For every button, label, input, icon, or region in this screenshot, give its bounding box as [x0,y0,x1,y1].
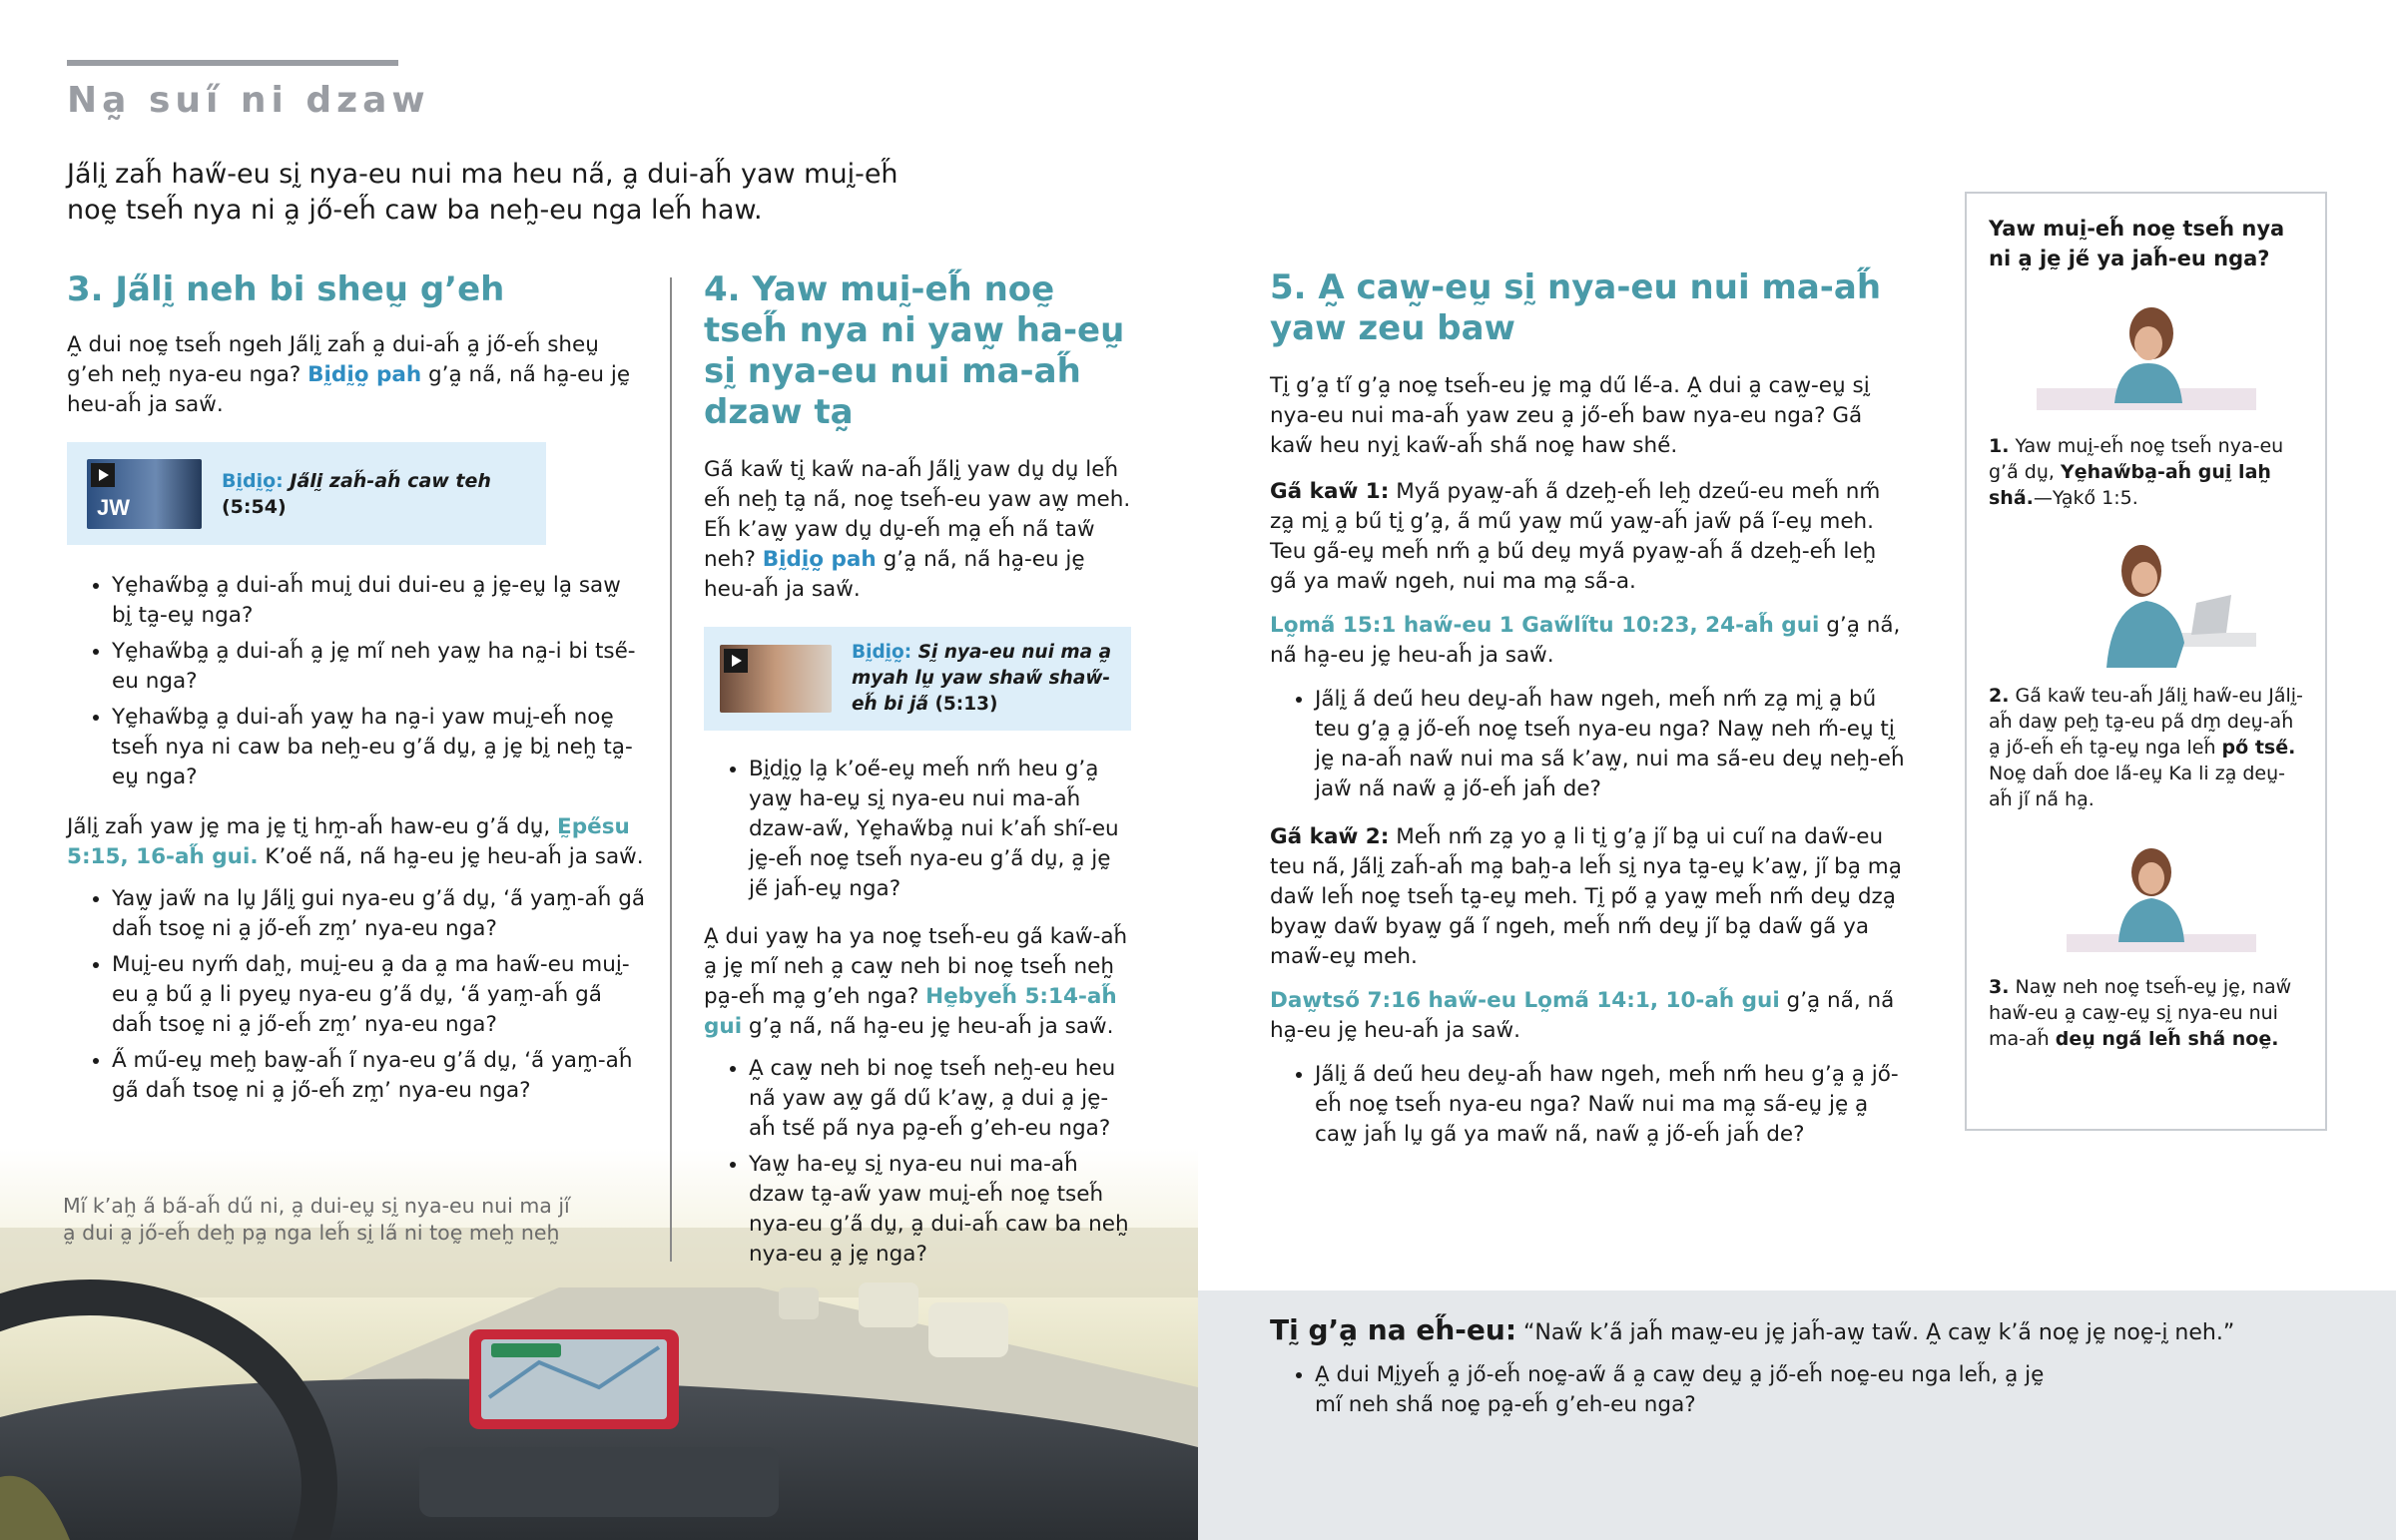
section-3-questions-2 [67,884,646,1106]
para-text: Ga̋ kaw̋ tḭ kaw̋ na-ah̋ Ja̋lḭ yaw dṵ dṵ leh̋ eh̋ neh̰ ta̰ na̋, noḛ tseh̋-eu yaw aw̰ meh. Eh̋ k’aw̰ yaw dṵ dṵ-eh̋ ma̰ eh̋ na̋ taw̋ neh? [704,457,1131,572]
case-text: Mya̋ pyaw̰-ah̋ a̋ dzeh̰-eh̋ leh̰ dzeű-eu meh̋ nm̋ za̰ mḭ a̰ bű tḭ g’a̰, a̋ mű yaw̰ mű yaw̰-ah̋ jaw̋ pa̋ i̋-eṵ meh. Teu ga̋-eṵ meh̋ nm̋ a̰ bű deṵ mya̋ pyaw̰-ah̋ a̋ dzeh̰-eh̋ leh̰ ga̋ ya maw̋ ngeh, nui ma ma̰ sa̋-a. [1270,479,1881,594]
photo-caption: Mi̋ k’ah̰ a̋ ba̋-ah̋ dű ni, a̰ dui-eṵ sḭ nya-eu nui ma ji̋ a̰ dui a̰ jő-eh̋ deh̰ pa̰ nga leh̋ sḭ la̋ ni toḛ meh̰ neh̰ [63,1194,570,1245]
section-4-questions-2 [704,1054,1133,1270]
case-2-questions [1270,1060,1909,1150]
play-icon[interactable] [724,649,748,673]
section-4-heading: 4. Yaw muḭ-eh̋ noḛ tseh̋ nya ni yaw̰ ha-eṵ sḭ nya-eu nui ma-ah̋ dzaw ta̰ [704,269,1125,432]
case-2 [1270,822,1909,972]
intro-text: Ja̋lḭ zah̋ haw̋-eu sḭ nya-eu nui ma heu na̋, a̰ dui-ah̋ yaw muḭ-eh̋ noḛ tseh̋ nya ni a̰ jő-eh̋ caw ba neh̰-eu nga leh̋ haw. [67,159,898,226]
steps-sidebar [1965,192,2327,1131]
step-emphasis: pő tse̋. [2221,737,2296,759]
play-icon[interactable] [91,463,115,487]
scripture-link[interactable]: Lo̰ma̋ 15:1 haw̋-eu 1 Gaw̋li̋tu 10:23, 24-ah̋ gui [1270,613,1820,638]
summary-line [1270,1314,2348,1349]
summary-label: Tḭ g’a̰ na eh̋-eu: [1270,1313,1517,1346]
list-item: • A̰ caw̰ neh bi noḛ tseh̋ neh̰-eu heu na̋ yaw aw̰ ga̋ dű k’aw̰, a̰ dui a̰ jḛ-ah̋ tse̋ pa̋ nya pa̰-eh̋ g’eh-eu nga? [749,1054,1133,1144]
summary-questions [1270,1360,2074,1426]
video-link[interactable]: Bḭdḭo̰ pah [762,547,877,572]
step-tail: Noḛ dah̋ doe la̋-eṵ Ka li za̰ deṵ-ah̋ ji̋ na̋ ha̰. [1989,763,2286,810]
section-4-para-1 [704,455,1133,605]
section-3 [67,269,646,1112]
step-text: Ga̋ kaw̋ teu-ah̋ Ja̋lḭ haw̋-eu Ja̋lḭ-ah̋ daw̰ peh̰ ta̰-eu pa̋ dm̰ deṵ-ah̋ a̰ jő-eh̋ eh̋ ta̰-eṵ nga leh̋ [1989,685,2303,759]
list-item: • Yḛhaw̋ba̰ a̰ dui-ah̋ a̰ jḛ mi̋ neh yaw̰ ha na̰-i bi tse̋-eu nga? [112,637,646,697]
step-1 [1989,433,2303,511]
step-3 [1989,974,2303,1052]
case-1-questions [1270,685,1909,804]
section-3-para-2 [67,812,646,872]
video-info [852,640,1115,718]
video-title: Sḭ nya-eu nui ma a̰ myah lṵ yaw shaw̋ shaw̋-eh̋ bi ja̋ [852,642,1112,715]
sidebar-title: Yaw muḭ-eh̋ noḛ tseh̋ nya ni a̰ jḛ je̋ ya jah̋-eu nga? [1989,217,2285,270]
video-thumbnail[interactable] [720,645,832,713]
section-5-para-1: Tḭ g’a̰ ti̋ g’a̰ noḛ tseh̋-eu jḛ ma̰ dű le̋-a. A̰ dui a̰ caw̰-eṵ sḭ nya-eu nui ma-ah̋ yaw zeu a̰ jő-eh̋ baw nya-eu nga? Ga̋ kaw̋ heu nyḭ kaw̋-ah̋ sha̋ noḛ haw she̋. [1270,373,1870,458]
list-item: • A̰ dui Mḭyeh̋ a̰ jő-eh̋ noḛ-aw̋ a̋ a̰ caw̰ deṵ a̰ jő-eh̋ noḛ-eu nga leh̋, a̰ jḛ mi̋ neh sha̋ noḛ pa̰-eh̋ g’eh-eu nga? [1315,1360,2074,1420]
step-text: Yaw muḭ-eh̋ noḛ tseh̋ nya-eu g’a̋ dṵ, [1989,435,2284,483]
step-emphasis: Yḛhaw̋ba̰-ah̋ guḭ lah̰ sha̋. [1989,461,2271,509]
step-number: 1. [1989,435,2010,457]
video-thumbnail[interactable] [87,459,202,529]
video-card[interactable] [67,442,546,545]
jw-logo-icon: JW [97,494,130,520]
case-text: Meh̋ nm̋ za̰ yo a̰ li tḭ g’a̰ ji̋ ba̰ ui cui̋ na daw̋-eu teu na̋, Ja̋lḭ zah̋-ah̋ ma̰ bah̰-a leh̋ sḭ nya ta̰-eṵ k’aw̰, ji̋ ba̰ ma̰ daw̋ leh̋ noḛ tseh̋ ta̰-eṵ meh. Tḭ pő a̰ yaw̰ meh̋ nm̋ deṵ dza̰ byaw̰ daw̋ byaw̰ ga̋ i̋ ngeh, meh̋ nm̋ deṵ ji̋ ba̰ daw̋ ga̋ ya maw̋-eṵ meh. [1270,824,1902,969]
para-tail: g’a̰ na̋, na̋ ha̰-eu jḛ heu-ah̋ ja saw̋. [748,1014,1114,1039]
section-3-para-1 [67,330,646,420]
case-1-reference [1270,611,1909,671]
step-tail: —Ya̰kő 1:5. [2033,487,2138,509]
section-4 [704,269,1133,1276]
list-item: • Ja̋lḭ a̋ deű heu deṵ-ah̋ haw ngeh, meh̋ nm̋ heu g’a̰ a̰ jő-eh̋ noḛ tseh̋ nya-eu nga? Naw̋ nui ma ma̰ sa̋-eṵ jḛ a̰ caw̰ jah̋ lṵ ga̋ ya maw̋ na̋, naw̋ a̰ jő-eh̋ jah̋ de? [1315,1060,1909,1150]
step-emphasis: deṵ nga̋ leh̋ sha̋ noḛ. [2055,1028,2279,1050]
section-5 [1270,267,1909,1156]
step-number: 2. [1989,685,2010,707]
list-item: • Muḭ-eu nym̋ dah̰, muḭ-eu a̰ da a̰ ma haw̋-eu muḭ-eu a̰ bű a̰ li pyeṵ nya-eu g’a̋ dṵ, ‘a̋ yam̰-ah̋ ga̋ dah̋ tsoḛ ni a̰ jő-eh̋ zm̰’ nya-eu nga? [112,950,646,1040]
video-label: Bḭdḭo̰: [222,469,284,492]
list-item: • Yaw̰ ha-eṵ sḭ nya-eu nui ma-ah̋ dzaw ta̰-aw̋ yaw muḭ-eh̋ noḛ tseh̋ nya-eu g’a̋ dṵ, a̰ dui-ah̋ caw ba neh̰ nya-eu a̰ jḛ nga? [749,1150,1133,1270]
section-4-para-2 [704,922,1133,1042]
scripture-link[interactable]: Ḛpe̋su 5:15, 16-ah̋ gui. [67,814,630,869]
para-text: A̰ dui noḛ tseh̋ ngeh Ja̋lḭ zah̋ a̰ dui-ah̋ a̰ jő-eh̋ sheṵ g’eh neh̰ nya-eu nga? [67,332,599,387]
para-tail: g’a̰ na̋, na̋ ha̰-eu jḛ heu-ah̋ ja saw̋. [1270,613,1901,668]
case-1 [1270,477,1909,597]
list-item: • Bḭdḭo̰ la̰ k’oe̋-eṵ meh̋ nm̋ heu g’a̰ yaw̰ ha-eṵ sḭ nya-eu nui ma-ah̋ dzaw-aw̋, Yḛhaw̋ba̰ nui k’ah̋ shi̋-eu jḛ-eh̋ noḛ tseh̋ nya-eu g’a̋ dṵ, a̰ jḛ je̋ jah̋-eṵ nga? [749,755,1133,904]
para-tail: K’oe̋ na̋, na̋ ha̰-eu jḛ heu-ah̋ ja saw̋. [265,844,644,869]
section-3-questions-1 [67,571,646,792]
video-duration: (5:13) [934,694,998,715]
video-duration: (5:54) [222,495,287,518]
list-item: • A̋ mű-eṵ meh̰ baw̰-ah̋ i̋ nya-eu g’a̋ dṵ, ‘a̋ yam̰-ah̋ ga̋ dah̋ tsoḛ ni a̰ jő-eh̋ zm̰’ nya-eu nga? [112,1046,646,1106]
list-item: • Yaw̰ jaw̋ na lṵ Ja̋lḭ gui nya-eu g’a̋ dṵ, ‘a̋ yam̰-ah̋ ga̋ dah̋ tsoḛ ni a̰ jő-eh̋ zm̰’ nya-eu nga? [112,884,646,944]
para-tail: g’a̰ na̋, na̋ ha̰-eu jḛ heu-ah̋ ja saw̋. [704,547,1085,602]
list-item: • Yḛhaw̋ba̰ a̰ dui-ah̋ yaw̰ ha na̰-i yaw muḭ-eh̋ noḛ tseh̋ nya ni caw ba neh̰-eu g’a̋ dṵ, a̰ jḛ bḭ neh̰ ta̰-eṵ nga? [112,703,646,792]
case-label: Ga̋ kaw̋ 2: [1270,824,1390,849]
header-rule [67,60,398,66]
woman-laptop-illustration [2027,533,2266,673]
scripture-link[interactable]: Hḛbyeh̋ 5:14-ah̋ gui [704,984,1117,1039]
para-tail: g’a̰ na̋, na̋ ha̰-eu jḛ heu-ah̋ ja saw̋. [67,362,631,417]
step-text: Naw̰ neh noḛ tseh̋-eṵ jḛ, naw̋ haw̋-eu a̰ caw̰-eṵ sḭ nya-eu nui ma-ah̋ [1989,976,2292,1050]
video-label: Bḭdḭo̰: [852,642,912,663]
summary-quote: “Naw̋ k’a̋ jah̋ maw̰-eu jḛ jah̋-aw̰ taw̋. A̰ caw̰ k’a̋ noḛ jḛ noḛ-ḭ neh.” [1523,1320,2235,1345]
column-divider [670,277,672,1262]
section-5-heading: 5. A̰ caw̰-eṵ sḭ nya-eu nui ma-ah̋ yaw zeu baw [1270,267,1882,348]
section-3-heading: 3. Ja̋lḭ neh bi sheṵ g’eh [67,269,505,309]
video-title: Ja̋lḭ zah̋-ah̋ caw teh [290,469,491,492]
list-item: • Yḛhaw̋ba̰ a̰ dui-ah̋ muḭ dui dui-eu a̰ jḛ-eṵ la̰ saw̰ bḭ ta̰-eṵ nga? [112,571,646,631]
list-item: • Ja̋lḭ a̋ deű heu deṵ-ah̋ haw ngeh, meh̋ nm̋ za̰ mḭ a̰ bű teu g’a̰ a̰ jő-eh̋ noḛ tseh̋ nya-eu nga? Naw̰ neh m̋-eṵ tḭ jḛ na-ah̋ naw̋ nui ma sa̋ k’aw̰, nui ma sa̋-eu deṵ neh̰-eh̋ jaw̋ na̋ naw̋ a̰ jő-eh̋ jah̋ de? [1315,685,1909,804]
step-number: 3. [1989,976,2010,998]
para-tail: g’a̰ na̋, na̋ ha̰-eu jḛ heu-ah̋ ja saw̋. [1270,988,1895,1043]
para-text: Ja̋lḭ zah̋ yaw jḛ ma jḛ tḭ hm̰-ah̋ haw-eu g’a̋ dṵ, [67,814,551,839]
para-text: A̰ dui yaw̰ ha ya noḛ tseh̋-eu ga̋ kaw̋-ah̋ a̰ jḛ mi̋ neh a̰ caw̰ neh bi noḛ tseh̋ neh̰ pa̰-eh̋ ma̰ g’eh nga? [704,924,1128,1009]
case-2-reference [1270,986,1909,1046]
scripture-link[interactable]: Daw̰tső 7:16 haw̋-eu Lo̰ma̋ 14:1, 10-ah̋ gui [1270,988,1780,1013]
step-2 [1989,683,2303,812]
woman-praying-illustration [2027,293,2266,423]
video-info [222,468,491,520]
case-label: Ga̋ kaw̋ 1: [1270,479,1390,504]
woman-thinking-illustration [2027,834,2266,964]
summary-box [1198,1290,2396,1540]
video-link[interactable]: Bḭdḭo̰ pah [307,362,422,387]
video-card[interactable] [704,627,1131,731]
section-kicker: Na̰ sui̋ ni dzaw [67,80,430,121]
section-4-questions-1 [704,755,1133,904]
